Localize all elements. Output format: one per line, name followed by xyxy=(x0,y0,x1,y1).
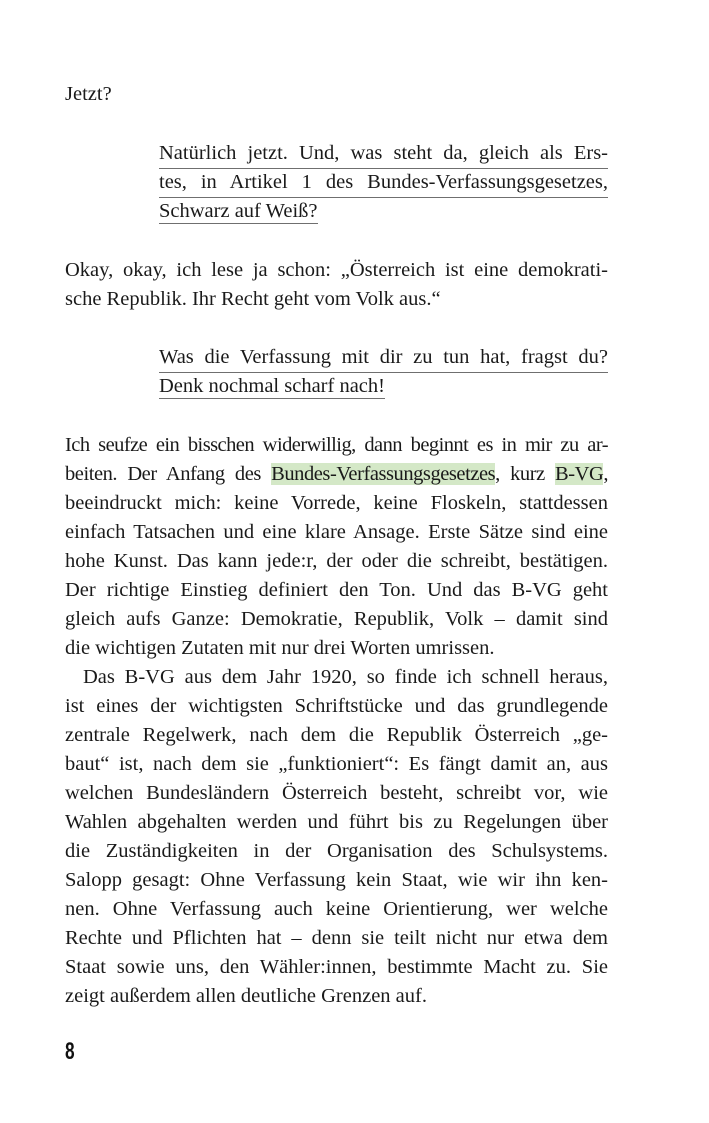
para2-line: beeindruckt mich: keine Vorrede, keine Floskeln, stattdessen xyxy=(65,492,608,514)
para3-line: die Zuständigkeiten in der Organisation des Schulsystems. xyxy=(65,840,608,862)
para3-line: Rechte und Pflichten hat – denn sie teilt nicht nur etwa dem xyxy=(65,927,608,949)
para2-line: Der richtige Einstieg definiert den Ton. Und das B-VG geht xyxy=(65,579,608,601)
para2-line: gleich aufs Ganze: Demokratie, Republik, Volk – damit sind xyxy=(65,608,608,630)
para1-line: Okay, okay, ich lese ja schon: „Österreich ist eine demokrati- xyxy=(65,259,608,281)
para2-line: die wichtigen Zutaten mit nur drei Worten umrissen. xyxy=(65,637,495,659)
para3-line: Staat sowie uns, den Wähler:innen, bestimmte Macht zu. Sie xyxy=(65,956,608,978)
para3-line: ist eines der wichtigsten Schriftstücke und das grundlegende xyxy=(65,695,608,717)
para3-line: zentrale Regelwerk, nach dem die Republik Österreich „ge- xyxy=(65,724,608,746)
para3-line: nen. Ohne Verfassung auch keine Orientierung, wer welche xyxy=(65,898,608,920)
para3-line: Das B-VG aus dem Jahr 1920, so finde ich schnell heraus, xyxy=(83,666,608,688)
quote1-last-line-text: Schwarz auf Weiß? xyxy=(159,200,318,222)
quote1-line xyxy=(159,197,318,226)
highlight-b-vg: B-VG xyxy=(555,463,604,485)
para3-line: welchen Bundesländern Österreich besteht, schreibt vor, wie xyxy=(65,782,608,804)
para3-line: Salopp gesagt: Ohne Verfassung kein Staat, wie wir ihn ken- xyxy=(65,869,608,891)
para2-line: Ich seufze ein bisschen widerwillig, dann beginnt es in mir zu ar- xyxy=(65,434,608,456)
page-number: 8 xyxy=(65,1038,75,1065)
para2-line2-post: , xyxy=(603,463,608,485)
quote2-last-line-text: Denk nochmal scharf nach! xyxy=(159,375,385,397)
para2-line: hohe Kunst. Das kann jede:r, der oder die schreibt, bestätigen. xyxy=(65,550,608,572)
highlight-bundes-verfassungsgesetz: Bundes-Verfassungsgesetzes xyxy=(271,463,496,485)
quote2-line: Was die Verfassung mit dir zu tun hat, fragst du? xyxy=(159,343,608,373)
para2-line2-mid: , kurz xyxy=(495,463,555,485)
intro-text: Jetzt? xyxy=(65,83,112,105)
para1-line: sche Republik. Ihr Recht geht vom Volk aus.“ xyxy=(65,288,441,310)
para2-line-with-highlights xyxy=(65,460,608,489)
para2-line2-pre: beiten. Der Anfang des xyxy=(65,463,272,485)
para2-line: einfach Tatsachen und eine klare Ansage. Erste Sätze sind eine xyxy=(65,521,608,543)
para3-line: Wahlen abgehalten werden und führt bis zu Regelungen über xyxy=(65,811,608,833)
para3-line: zeigt außerdem allen deutliche Grenzen auf. xyxy=(65,985,427,1007)
para3-line: baut“ ist, nach dem sie „funktioniert“: Es fängt damit an, aus xyxy=(65,753,608,775)
quote2-line xyxy=(159,372,385,401)
quote1-line: tes, in Artikel 1 des Bundes-Verfassungsgesetzes, xyxy=(159,168,608,198)
quote1-line: Natürlich jetzt. Und, was steht da, gleich als Ers- xyxy=(159,139,608,169)
